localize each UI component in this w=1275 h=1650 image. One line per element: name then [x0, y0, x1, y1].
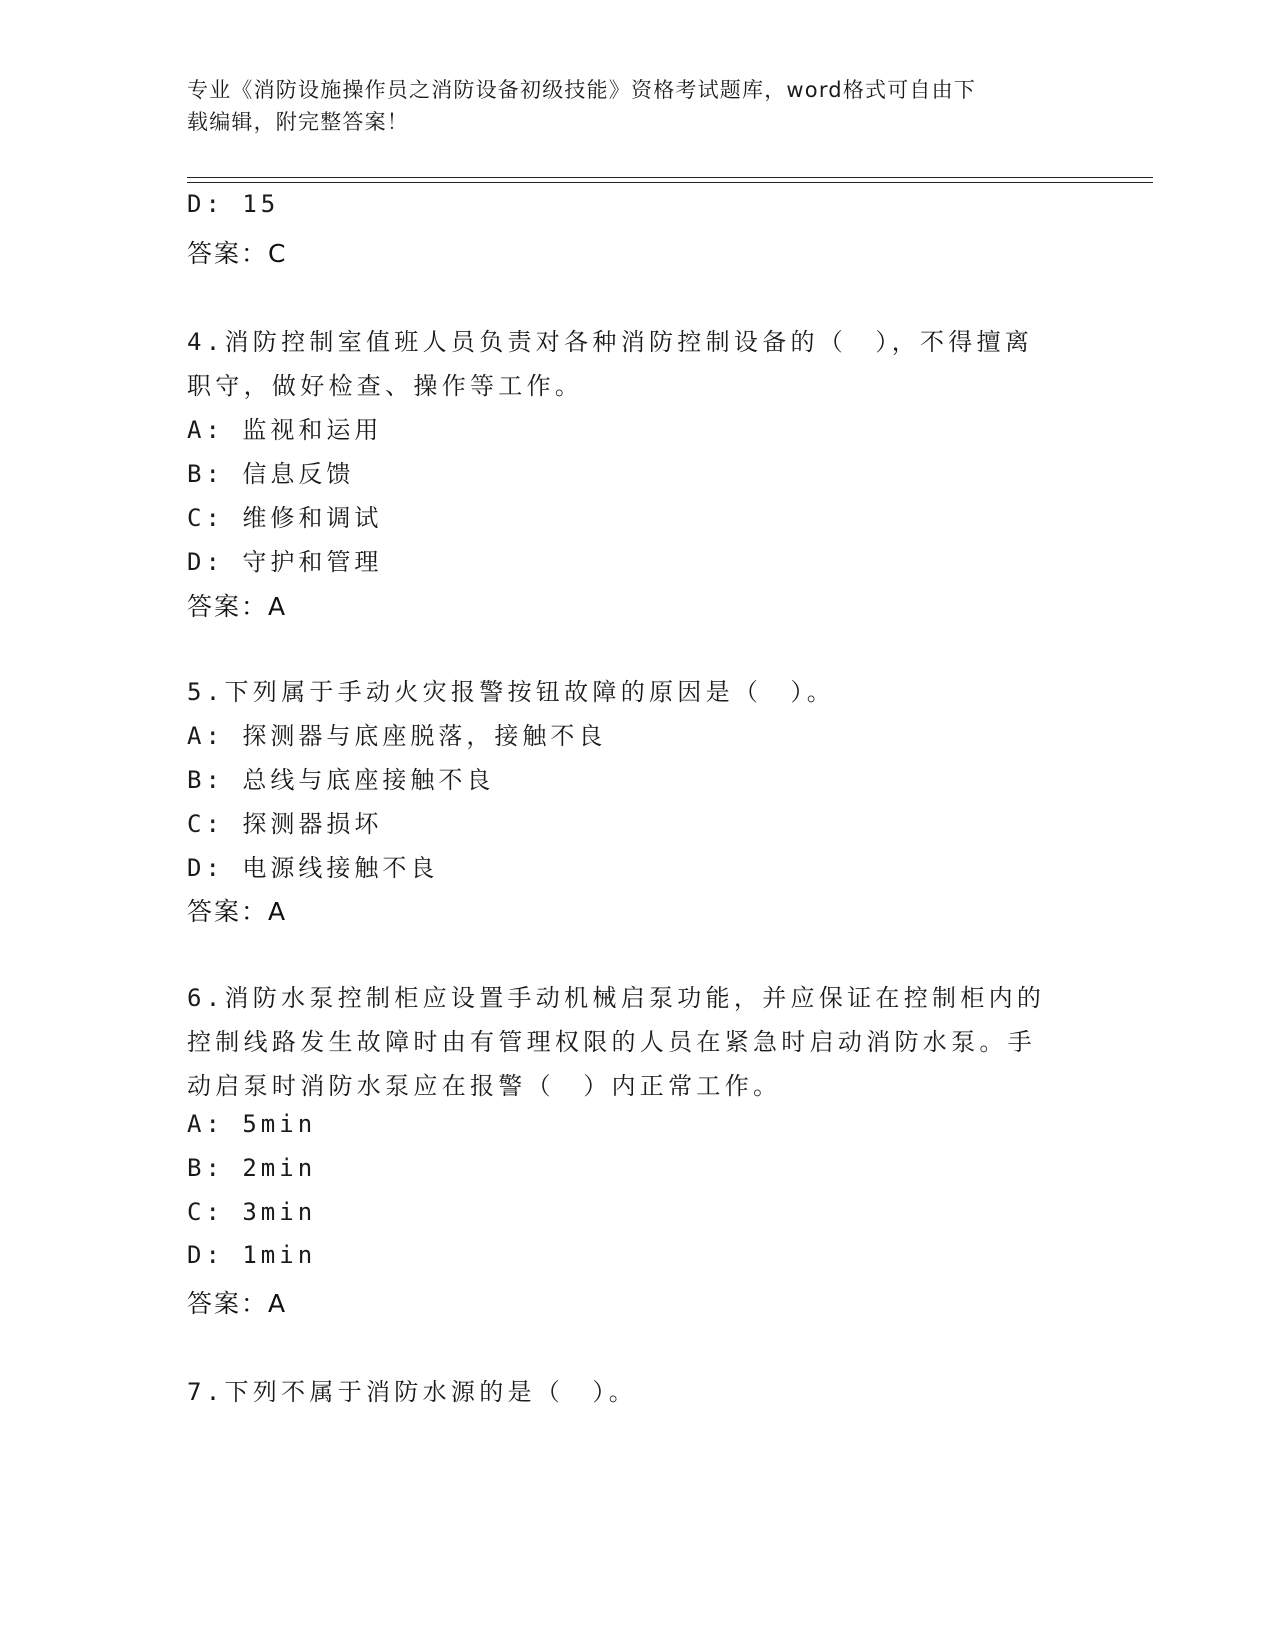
header-line-2: 载编辑，附完整答案！ — [187, 110, 409, 134]
header-divider-top — [187, 177, 1153, 178]
q5-option-b: B: 总线与底座接触不良 — [187, 766, 495, 794]
q6-stem-line-1: 6.消防水泵控制柜应设置手动机械启泵功能，并应保证在控制柜内的 — [187, 984, 1046, 1012]
q3-answer: 答案：C — [187, 239, 288, 268]
header-line-1: 专业《消防设施操作员之消防设备初级技能》资格考试题库，word格式可自由下 — [187, 78, 977, 102]
q4-option-b: B: 信息反馈 — [187, 460, 355, 488]
q6-stem-line-2: 控制线路发生故障时由有管理权限的人员在紧急时启动消防水泵。手 — [187, 1028, 1036, 1056]
q5-option-a: A: 探测器与底座脱落，接触不良 — [187, 722, 607, 750]
q5-option-d: D: 电源线接触不良 — [187, 854, 439, 882]
q4-stem-line-2: 职守，做好检查、操作等工作。 — [187, 372, 584, 400]
header-divider-bottom — [187, 182, 1153, 183]
q5-stem-line-1: 5.下列属于手动火灾报警按钮故障的原因是（ ）。 — [187, 678, 836, 706]
q5-answer: 答案：A — [187, 897, 288, 926]
q6-option-b: B: 2min — [187, 1154, 317, 1182]
q4-option-c: C: 维修和调试 — [187, 504, 383, 532]
q6-option-d: D: 1min — [187, 1241, 317, 1269]
q5-option-c: C: 探测器损坏 — [187, 810, 383, 838]
q6-stem-line-3: 动启泵时消防水泵应在报警（ ）内正常工作。 — [187, 1072, 782, 1100]
document-header — [187, 74, 1067, 138]
q3-option-d: D: 15 — [187, 190, 280, 218]
q4-option-d: D: 守护和管理 — [187, 548, 383, 576]
q6-option-c: C: 3min — [187, 1198, 317, 1226]
q6-option-a: A: 5min — [187, 1110, 317, 1138]
q4-stem-line-1: 4.消防控制室值班人员负责对各种消防控制设备的（ ），不得擅离 — [187, 328, 1034, 356]
q4-answer: 答案：A — [187, 592, 288, 621]
q6-answer: 答案：A — [187, 1289, 288, 1318]
q4-option-a: A: 监视和运用 — [187, 416, 383, 444]
q7-stem-line-1: 7.下列不属于消防水源的是（ ）。 — [187, 1378, 637, 1406]
